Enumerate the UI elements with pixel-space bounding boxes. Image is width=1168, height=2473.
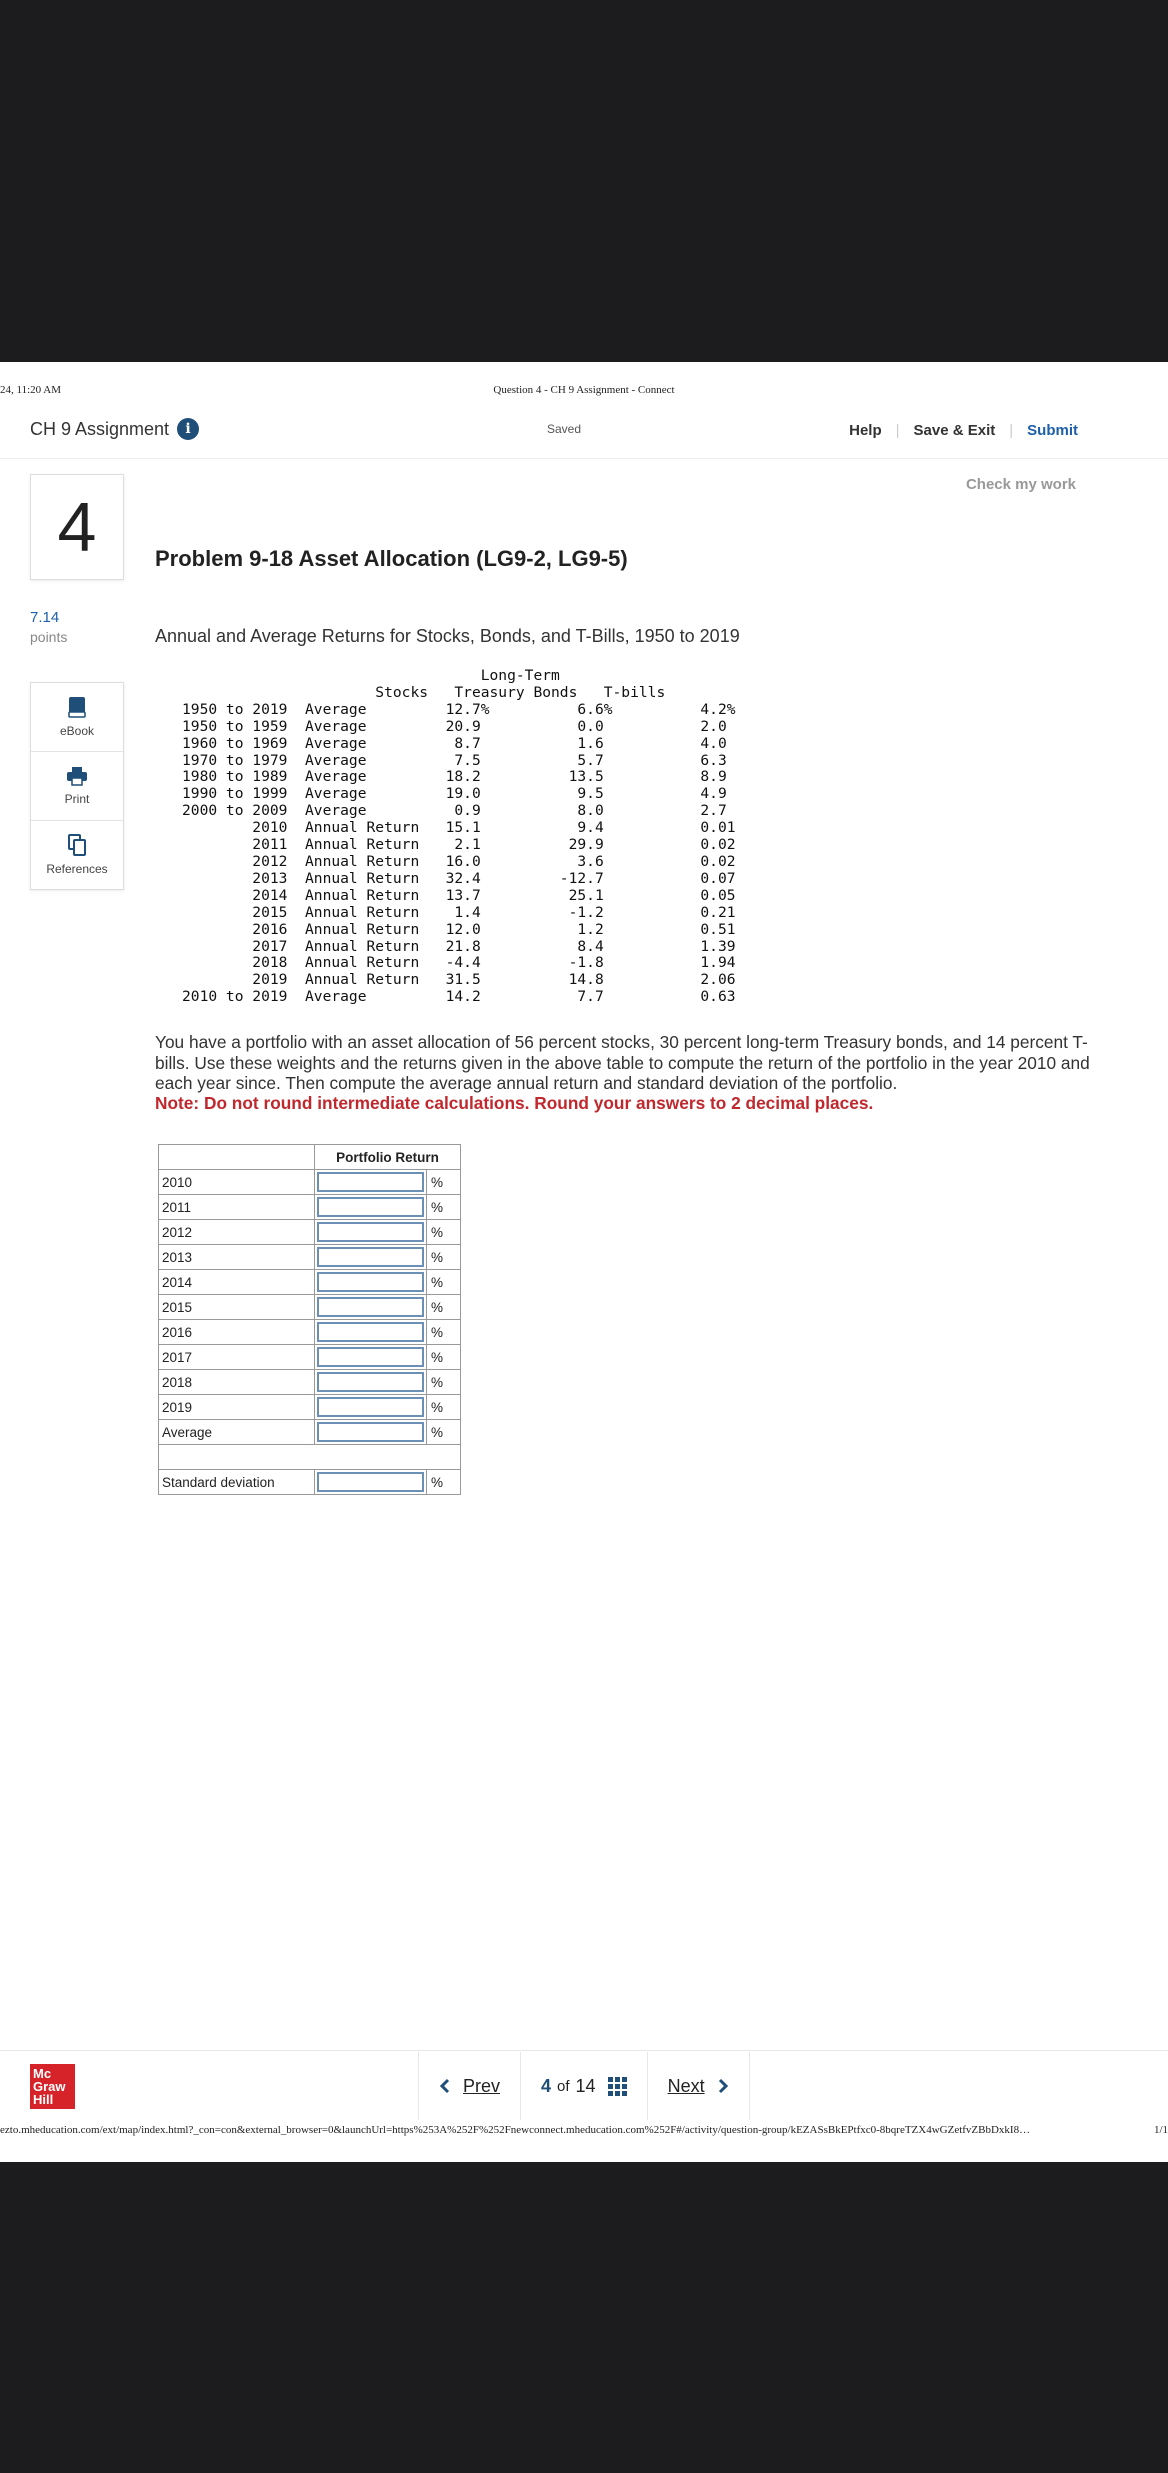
check-my-work-button[interactable]: Check my work [965, 476, 1076, 493]
year-label: 2013 [159, 1245, 315, 1270]
return-input-2016[interactable] [315, 1320, 427, 1345]
year-label: 2017 [159, 1345, 315, 1370]
returns-row: 1980 to 1989 Average 18.2 13.5 8.9 [182, 768, 727, 786]
return-input-2015[interactable] [315, 1295, 427, 1320]
percent-label: % [427, 1420, 461, 1445]
print-page-number: 1/1 [1153, 2124, 1168, 2136]
total-questions: 14 [575, 2075, 596, 2096]
print-url: ezto.mheducation.com/ext/map/index.html?_con=con&external_browser=0&launchUrl=https%253A%252F%252Fnewconnect.mheducation.com%252F#/activity/question-group/kEZASsBkEPtfxc0-8bqreTZX4wGZetfvZBbDxkI8… [0, 2124, 1031, 2136]
logo-line: Mc [33, 2066, 52, 2081]
rounding-note: Note: Do not round intermediate calculations. Round your answers to 2 decimal places. [155, 1093, 874, 1113]
percent-label: % [427, 1295, 461, 1320]
returns-row: 1960 to 1969 Average 8.7 1.6 4.0 [182, 734, 727, 752]
print-page-title: Question 4 - CH 9 Assignment - Connect [493, 384, 675, 396]
nav-separator: | [895, 422, 900, 439]
returns-row: 1950 to 2019 Average 12.7% 6.6% 4.2% [182, 700, 736, 718]
returns-row: 2017 Annual Return 21.8 8.4 1.39 [182, 937, 736, 955]
save-status: Saved [546, 422, 582, 436]
returns-row: 2014 Annual Return 13.7 25.1 0.05 [182, 886, 736, 904]
ebook-label: eBook [59, 724, 95, 738]
percent-label: % [427, 1395, 461, 1420]
returns-row: 2012 Annual Return 16.0 3.6 0.02 [182, 852, 736, 870]
printer-icon [66, 766, 88, 786]
year-label: 2011 [159, 1195, 315, 1220]
question-number: 4 [30, 474, 124, 580]
returns-row: 2016 Annual Return 12.0 1.2 0.51 [182, 920, 736, 938]
spacer-row [159, 1445, 461, 1470]
problem-text: You have a portfolio with an asset allocation of 56 percent stocks, 30 percent long-term Treasury bonds, and 14 percent T-bills. Use these weights and the returns given in the above table to compute the return of the portfolio in the year 2010 and each year since. Then compute the average annual return and standard deviation of the portfolio. [155, 1032, 1090, 1093]
returns-row: 2019 Annual Return 31.5 14.8 2.06 [182, 971, 736, 989]
answer-row [159, 1270, 461, 1295]
year-label: 2015 [159, 1295, 315, 1320]
answer-row [159, 1220, 461, 1245]
returns-table-header: Long-Term [182, 667, 560, 684]
chevron-left-icon [439, 2078, 451, 2094]
year-label: 2016 [159, 1320, 315, 1345]
nav-separator: | [1009, 422, 1014, 439]
print-timestamp: 24, 11:20 AM [0, 384, 62, 396]
returns-table [182, 668, 736, 1006]
side-tools [30, 682, 124, 890]
logo-line: Graw [33, 2079, 66, 2094]
problem-title: Problem 9-18 Asset Allocation (LG9-2, LG9-5) [155, 546, 628, 571]
help-button[interactable]: Help [849, 422, 882, 439]
question-selector[interactable] [520, 2052, 647, 2120]
grid-icon [608, 2077, 627, 2096]
year-label: 2018 [159, 1370, 315, 1395]
answer-row [159, 1370, 461, 1395]
returns-row: 1950 to 1959 Average 20.9 0.0 2.0 [182, 717, 727, 735]
returns-row: 2010 Annual Return 15.1 9.4 0.01 [182, 819, 736, 837]
year-label: 2019 [159, 1395, 315, 1420]
percent-label: % [427, 1220, 461, 1245]
chevron-right-icon [717, 2078, 729, 2094]
return-input-2012[interactable] [315, 1220, 427, 1245]
current-question: 4 [541, 2075, 552, 2096]
percent-label: % [427, 1195, 461, 1220]
average-label: Average [159, 1420, 315, 1445]
return-input-2013[interactable] [315, 1245, 427, 1270]
percent-label: % [427, 1370, 461, 1395]
print-label: Print [64, 792, 90, 806]
copy-icon [68, 834, 86, 856]
assignment-title-text: CH 9 Assignment [30, 418, 170, 439]
prev-button[interactable] [418, 2052, 520, 2120]
points-label: points [30, 629, 68, 645]
year-label: 2010 [159, 1170, 315, 1195]
answer-table-header-row [159, 1145, 461, 1170]
assignment-page [0, 362, 1168, 2162]
return-input-2018[interactable] [315, 1370, 427, 1395]
returns-row: 2011 Annual Return 2.1 29.9 0.02 [182, 836, 736, 854]
year-label: 2014 [159, 1270, 315, 1295]
next-button[interactable] [647, 2052, 750, 2120]
percent-label: % [427, 1320, 461, 1345]
info-icon[interactable]: i [177, 418, 199, 440]
returns-row: 1990 to 1999 Average 19.0 9.5 4.9 [182, 785, 727, 803]
percent-label: % [427, 1245, 461, 1270]
save-exit-button[interactable]: Save & Exit [913, 422, 996, 439]
book-icon [67, 696, 87, 718]
percent-label: % [427, 1270, 461, 1295]
footer-divider [0, 2050, 1168, 2051]
returns-row: 2010 to 2019 Average 14.2 7.7 0.63 [182, 988, 736, 1006]
answer-table [158, 1144, 461, 1495]
ebook-button[interactable] [31, 683, 123, 752]
answer-row [159, 1420, 461, 1445]
submit-button[interactable]: Submit [1027, 422, 1078, 439]
return-input-2019[interactable] [315, 1395, 427, 1420]
year-label: 2012 [159, 1220, 315, 1245]
answer-row [159, 1320, 461, 1345]
logo-line: Hill [33, 2092, 54, 2107]
std-dev-input[interactable] [315, 1470, 427, 1495]
mcgraw-hill-logo [30, 2064, 75, 2109]
returns-table-title: Annual and Average Returns for Stocks, Bonds, and T-Bills, 1950 to 2019 [155, 626, 740, 646]
returns-row: 2013 Annual Return 32.4 -12.7 0.07 [182, 869, 736, 887]
return-input-2014[interactable] [315, 1270, 427, 1295]
of-label: of [557, 2077, 570, 2095]
percent-label: % [427, 1470, 461, 1495]
return-input-2011[interactable] [315, 1195, 427, 1220]
top-nav [835, 422, 1092, 439]
returns-row: 2000 to 2009 Average 0.9 8.0 2.7 [182, 802, 727, 820]
returns-row: 1970 to 1979 Average 7.5 5.7 6.3 [182, 751, 727, 769]
returns-table-header: Stocks Treasury Bonds T-bills [182, 683, 666, 701]
references-button[interactable] [31, 821, 123, 889]
returns-row: 2015 Annual Return 1.4 -1.2 0.21 [182, 903, 736, 921]
answer-row [159, 1395, 461, 1420]
answer-row [159, 1470, 461, 1495]
percent-label: % [427, 1345, 461, 1370]
points-value: 7.14 [30, 609, 60, 626]
pagination [418, 2052, 750, 2120]
spacer-cell [159, 1445, 461, 1470]
portfolio-return-header: Portfolio Return [315, 1145, 461, 1170]
answer-row [159, 1170, 461, 1195]
print-button[interactable] [31, 752, 123, 821]
returns-row: 2018 Annual Return -4.4 -1.8 1.94 [182, 954, 736, 972]
answer-row [159, 1295, 461, 1320]
answer-row [159, 1195, 461, 1220]
return-input-2017[interactable] [315, 1345, 427, 1370]
return-input-2010[interactable] [315, 1170, 427, 1195]
next-label: Next [667, 2075, 705, 2096]
prev-label: Prev [463, 2075, 501, 2096]
references-label: References [46, 862, 108, 876]
header-divider [0, 458, 1168, 459]
std-dev-label: Standard deviation [159, 1470, 315, 1495]
percent-label: % [427, 1170, 461, 1195]
header-empty-cell [159, 1145, 315, 1170]
answer-row [159, 1345, 461, 1370]
answer-row [159, 1245, 461, 1270]
average-return-input[interactable] [315, 1420, 427, 1445]
